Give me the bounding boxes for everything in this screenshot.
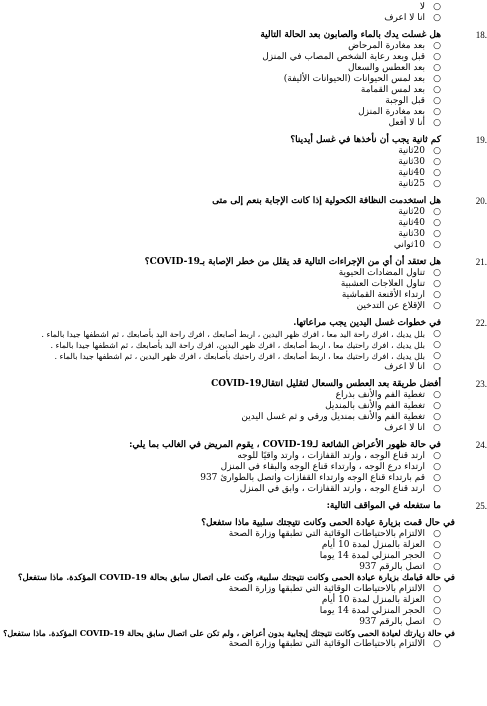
radio-circle-icon[interactable]: ○	[433, 584, 441, 594]
radio-circle-icon[interactable]: ○	[433, 290, 441, 300]
radio-circle-icon[interactable]: ○	[433, 218, 441, 228]
scenario-title: في حال قمت بزيارة عيادة الحمى وكانت نتيجتك سلبية ماذا ستفعل؟	[201, 518, 455, 528]
question-18	[12, 30, 487, 129]
radio-circle-icon[interactable]: ○	[433, 168, 441, 178]
option[interactable]: ○ أنا لا أفعل	[388, 118, 441, 128]
option[interactable]: ○ 30ثانية	[398, 229, 441, 239]
question-title: 21. هل تعتقد أن أي من الإجراءات التالية قد يقلل من خطر الإصابة بـCOVID-19؟	[144, 257, 487, 267]
option[interactable]: ○ 25ثانية	[398, 179, 441, 189]
question-title: 19. كم ثانية يجب أن نأخذها في غسل أيدينا؟	[290, 135, 487, 145]
radio-circle-icon[interactable]: ○	[433, 146, 441, 156]
option[interactable]: ○ 20ثانية	[398, 146, 441, 156]
option[interactable]: ○ تغطية الفم والأنف بمنديل ورقي و ثم غسل اليدين	[241, 412, 441, 422]
question-21	[12, 257, 487, 312]
radio-circle-icon[interactable]: ○	[433, 41, 441, 51]
question-24	[12, 440, 487, 495]
radio-circle-icon[interactable]: ○	[433, 412, 441, 422]
question-22	[12, 318, 487, 373]
radio-circle-icon[interactable]: ○	[433, 107, 441, 117]
option[interactable]: ○ بعد مغادرة المنزل	[358, 107, 441, 117]
scenario-positive-asymptomatic	[0, 628, 459, 650]
question-title: 22. في خطوات غسل اليدين يجب مراعاتها.	[293, 318, 487, 328]
option[interactable]: ○ 20ثانية	[398, 207, 441, 217]
radio-circle-icon[interactable]: ○	[433, 451, 441, 461]
radio-circle-icon[interactable]: ○	[433, 606, 441, 616]
radio-circle-icon[interactable]: ○	[433, 362, 441, 372]
radio-circle-icon[interactable]: ○	[433, 529, 441, 539]
radio-circle-icon[interactable]: ○	[433, 85, 441, 95]
radio-circle-icon[interactable]: ○	[433, 301, 441, 311]
option[interactable]: ○ العزلة بالمنزل لمدة 10 أيام	[321, 595, 441, 605]
question-title: 18. هل غسلت يدك بالماء والصابون بعد الحالة التالية	[260, 30, 487, 40]
radio-circle-icon[interactable]: ○	[433, 96, 441, 106]
radio-circle-icon[interactable]: ○	[433, 329, 441, 339]
option[interactable]: ○ الالتزام بالاحتياطات الوقائية التي تطبقها وزارة الصحة	[228, 529, 441, 539]
option[interactable]: ○ بلل يديك ، افرك راحتيك معا ، اربط أصابعك ، افرك راحتيك بأصابعك ، افرك ظهر اليدين ، ثم اشطفها جيدا بالماء .	[54, 351, 441, 361]
question-19	[12, 135, 487, 190]
scenario-title: في حالة زيارتك لعيادة الحمى وكانت نتيجتك إيجابية بدون أعراض ، ولم تكن على اتصال سابق بحالة COVID-19 المؤكدة. ماذا ستفعل؟	[3, 628, 455, 638]
top-options	[12, 2, 453, 24]
radio-circle-icon[interactable]: ○	[433, 279, 441, 289]
option[interactable]: ○ بعد العطس والسعال	[348, 63, 441, 73]
option[interactable]: ○ العزلة بالمنزل لمدة 10 أيام	[321, 540, 441, 550]
question-23	[12, 379, 487, 434]
scenario-negative	[0, 518, 459, 573]
option[interactable]: ○ بعد لمس القمامة	[360, 85, 441, 95]
option[interactable]: ○ 40ثانية	[398, 168, 441, 178]
radio-circle-icon[interactable]: ○	[433, 351, 441, 361]
option[interactable]: ○ قبل الوجبة	[385, 96, 441, 106]
option[interactable]: ○ اتصل بالرقم 937	[359, 562, 441, 572]
radio-circle-icon[interactable]: ○	[433, 179, 441, 189]
radio-circle-icon[interactable]: ○	[433, 473, 441, 483]
radio-circle-icon[interactable]: ○	[433, 2, 441, 12]
radio-circle-icon[interactable]: ○	[433, 13, 441, 23]
option[interactable]: ○ بعد مغادرة المرحاض	[348, 41, 441, 51]
option[interactable]: ○ بعد لمس الحيوانات (الحيوانات الأليفة)	[283, 74, 441, 84]
option[interactable]: ○ الحجر المنزلي لمدة 14 يوما	[319, 606, 441, 616]
question-title: 24. في حالة ظهور الأعراض الشائعة لـCOVID-19 ، يقوم المريض في الغالب بما يلي:	[129, 440, 487, 450]
option[interactable]: ○ ارتداء درع الوجه ، وارتداء قناع الوجه والبقاء في المنزل	[220, 462, 441, 472]
option[interactable]: ○ بلل يديك ، افرك راحة اليد معا ، افرك ظهر اليدين ، اربط أصابعك ، افرك راحة اليد بأصابعك ، ثم اشطفها جيدا بالماء .	[41, 329, 441, 339]
question-title: 20. هل استخدمت النظافة الكحولية إذا كانت الإجابة بنعم إلى متى	[212, 196, 487, 206]
option[interactable]: ○ تناول العلاجات العشبية	[340, 279, 441, 289]
option[interactable]: ○ الإقلاع عن التدخين	[356, 301, 441, 311]
option[interactable]: ○ 10ثواني	[393, 240, 441, 250]
radio-circle-icon[interactable]: ○	[433, 401, 441, 411]
radio-circle-icon[interactable]: ○	[433, 118, 441, 128]
radio-circle-icon[interactable]: ○	[433, 390, 441, 400]
question-20	[12, 196, 487, 251]
radio-circle-icon[interactable]: ○	[433, 74, 441, 84]
option[interactable]: ○ ارتداء الأقنعة القماشية	[341, 290, 441, 300]
radio-circle-icon[interactable]: ○	[433, 240, 441, 250]
radio-circle-icon[interactable]: ○	[433, 229, 441, 239]
option[interactable]: ○ لا	[419, 2, 441, 12]
scenario-title: في حالة قيامك بزيارة عيادة الحمى وكانت نتيجتك سلبية، وكنت على اتصال سابق بحالة COVID-19 المؤكدة. ماذا ستفعل؟	[17, 573, 455, 583]
radio-circle-icon[interactable]: ○	[433, 268, 441, 278]
option[interactable]: ○ بلل يديك ، افرك راحتيك معا ، اربط أصابعك ، افرك ظهر اليدين، افرك راحة اليد بأصابعك ، ثم اشطفها جيدا بالماء .	[50, 340, 441, 350]
option[interactable]: ○ تغطية الفم والأنف بالمنديل	[325, 401, 441, 411]
radio-circle-icon[interactable]: ○	[433, 207, 441, 217]
option[interactable]: ○ انا لا اعرف	[384, 13, 441, 23]
scenario-negative-contact	[0, 573, 459, 628]
radio-circle-icon[interactable]: ○	[433, 462, 441, 472]
radio-circle-icon[interactable]: ○	[433, 484, 441, 494]
radio-circle-icon[interactable]: ○	[433, 423, 441, 433]
radio-circle-icon[interactable]: ○	[433, 617, 441, 627]
option[interactable]: ○ الحجر المنزلي لمدة 14 يوما	[319, 551, 441, 561]
option[interactable]: ○ ارتد قناع الوجه ، وارتد القفازات ، وابق في المنزل	[239, 484, 441, 494]
option[interactable]: ○ 30ثانية	[398, 157, 441, 167]
radio-circle-icon[interactable]: ○	[433, 639, 441, 649]
option[interactable]: ○ الالتزام بالاحتياطات الوقائية التي تطبقها وزارة الصحة	[228, 639, 441, 649]
question-25	[12, 501, 487, 512]
question-title: 23. أفضل طريقة بعد العطس والسعال لتقليل انتقالCOVID-19	[211, 379, 487, 389]
option[interactable]: ○ تناول المضادات الحيوية	[338, 268, 441, 278]
option[interactable]: ○ الالتزام بالاحتياطات الوقائية التي تطبقها وزارة الصحة	[228, 584, 441, 594]
option[interactable]: ○ ارتد قناع الوجه ، وارتد القفازات ، وارتد واقيًا للوجه	[237, 451, 441, 461]
option[interactable]: ○ اتصل بالرقم 937	[359, 617, 441, 627]
option[interactable]: ○ انا لا اعرف	[384, 362, 441, 372]
questionnaire-page	[0, 2, 487, 706]
radio-circle-icon[interactable]: ○	[433, 157, 441, 167]
question-title: 25. ما ستفعله في المواقف التالية:	[326, 501, 487, 511]
radio-circle-icon[interactable]: ○	[433, 340, 441, 350]
radio-circle-icon[interactable]: ○	[433, 63, 441, 73]
option[interactable]: ○ قم بارتداء قناع الوجه وارتداء القفازات واتصل بالطوارئ 937	[200, 473, 441, 483]
radio-circle-icon[interactable]: ○	[433, 52, 441, 62]
option[interactable]: ○ انا لا اعرف	[384, 423, 441, 433]
radio-circle-icon[interactable]: ○	[433, 551, 441, 561]
radio-circle-icon[interactable]: ○	[433, 595, 441, 605]
radio-circle-icon[interactable]: ○	[433, 562, 441, 572]
option[interactable]: ○ 40ثانية	[398, 218, 441, 228]
option[interactable]: ○ تغطية الفم والأنف بذراع	[335, 390, 441, 400]
radio-circle-icon[interactable]: ○	[433, 540, 441, 550]
option[interactable]: ○ قبل وبعد رعاية الشخص المصاب في المنزل	[262, 52, 441, 62]
